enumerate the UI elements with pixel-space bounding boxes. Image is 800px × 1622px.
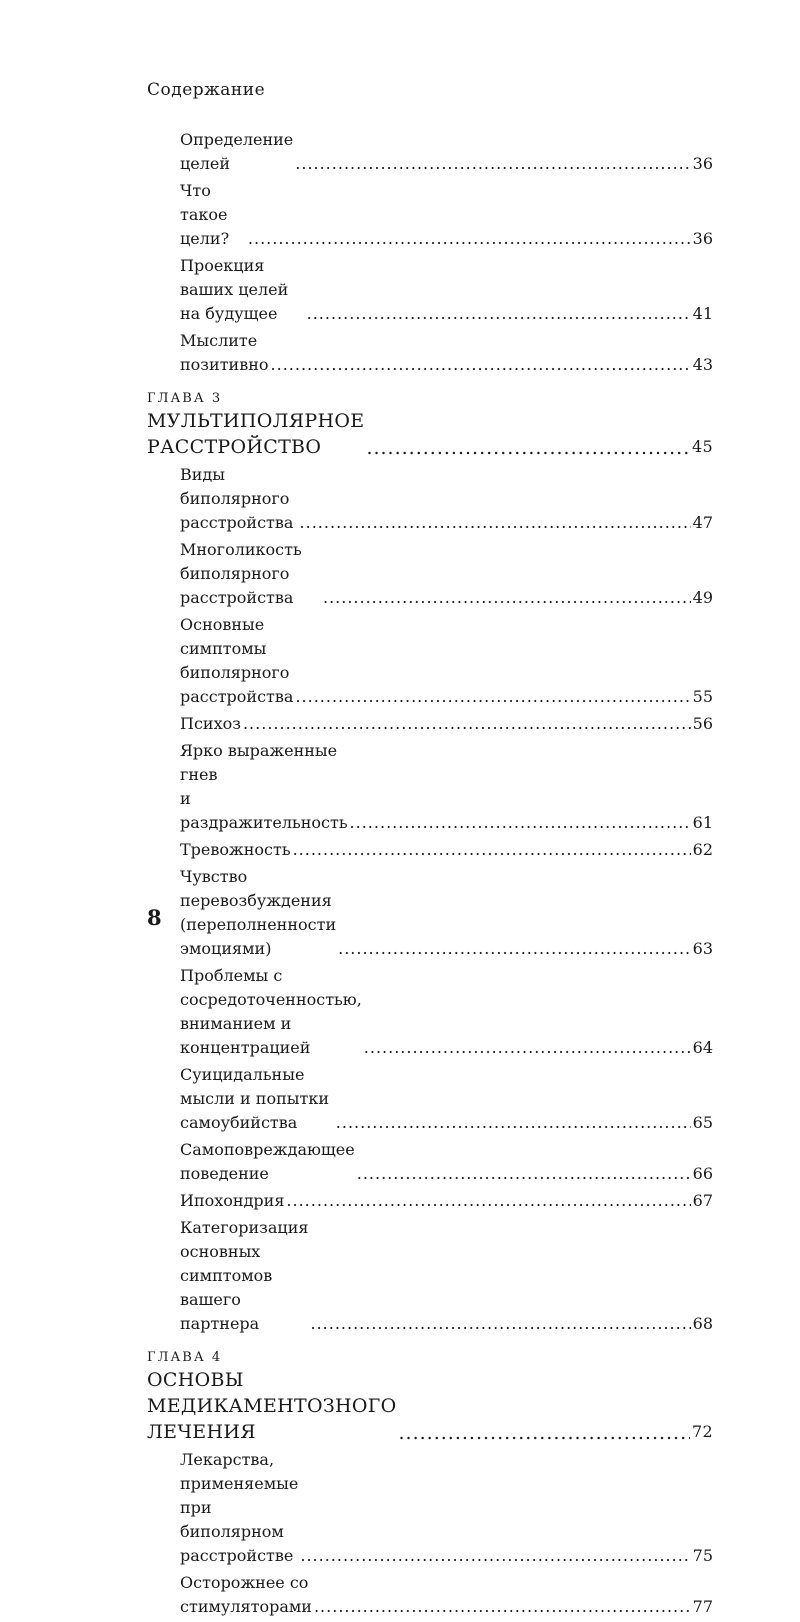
toc-entry-page-number: 36 [692,229,713,248]
toc-entry-page-number: 77 [692,1597,713,1616]
toc-entry-title: Многоликость биполярного расстройства [180,540,302,607]
toc-entry-title: Что такое цели? [180,181,230,248]
toc-entry [180,1216,713,1336]
toc-entry-title: Виды биполярного расстройства [180,465,294,532]
dot-leader [295,685,690,709]
toc-entry-page-number: 55 [692,687,713,706]
running-head: Содержание [147,80,266,100]
toc-entry-page-number: 63 [692,939,713,958]
chapter-title-entry [147,408,713,460]
toc-entry [180,838,713,862]
dot-leader [300,511,691,535]
dot-leader [338,937,691,961]
toc-entry-page-number: 41 [692,304,713,323]
dot-leader [314,1595,691,1619]
dot-leader [399,1421,691,1445]
dot-leader [310,1312,690,1336]
toc-entry-page-number: 56 [692,714,713,733]
dot-leader [336,1111,691,1135]
toc-entry-page-number: 43 [692,355,713,374]
chapter-page-number: 72 [692,1422,713,1441]
dot-leader [248,227,691,251]
toc-entry-page-number: 68 [692,1314,713,1333]
dot-leader [293,838,691,862]
dot-leader [307,302,691,326]
dot-leader [295,152,690,176]
toc-entry-title: Основные симптомы биполярного расстройства [180,615,294,706]
chapter-title: ОСНОВЫ МЕДИКАМЕНТОЗНОГО ЛЕЧЕНИЯ [147,1369,397,1443]
toc-entry-title: Определение целей [180,130,294,173]
toc-entry-page-number: 47 [692,513,713,532]
toc-entry [180,329,713,377]
dot-leader [300,1544,690,1568]
toc-entry-title: Ярко выраженные гнев и раздражительность [180,741,348,832]
chapter-page-number: 45 [692,437,713,456]
toc-entry-title: Категоризация основных симптомов вашего партнера [180,1218,309,1333]
toc-entry [180,538,713,610]
table-of-contents [147,128,713,1622]
dot-leader [350,811,691,835]
chapter-title-entry [147,1367,713,1445]
toc-entry [180,1138,713,1186]
toc-entry-page-number: 62 [692,840,713,859]
chapter-label: ГЛАВА 3 [147,391,223,406]
toc-entry-title: Самоповреждающее поведение [180,1140,355,1183]
toc-entry [180,179,713,251]
toc-entry [180,1571,713,1619]
toc-entry-page-number: 75 [692,1546,713,1565]
toc-entry-page-number: 65 [692,1113,713,1132]
toc-entry-page-number: 61 [692,813,713,832]
toc-entry-title: Проблемы с сосредоточенностью, вниманием и концентрацией [180,966,362,1057]
toc-entry [180,739,713,835]
toc-entry [180,254,713,326]
toc-entry [180,128,713,176]
toc-entry [180,463,713,535]
toc-entry-title: Чувство перевозбуждения (переполненности эмоциями) [180,867,337,958]
dot-leader [243,712,691,736]
toc-entry-title: Мыслите позитивно [180,331,269,374]
toc-entry-title: Лекарства, применяемые при биполярном расстройстве [180,1450,299,1565]
toc-entry-title: Тревожность [180,840,291,859]
toc-entry [180,865,713,961]
toc-entry [180,712,713,736]
toc-entry-page-number: 67 [692,1191,713,1210]
page-number: 8 [147,905,162,930]
dot-leader [366,436,690,460]
dot-leader [323,586,691,610]
dot-leader [364,1036,691,1060]
toc-entry-title: Психоз [180,714,241,733]
dot-leader [357,1162,691,1186]
toc-entry [180,1448,713,1568]
dot-leader [271,353,691,377]
dot-leader [286,1189,690,1213]
toc-entry-page-number: 49 [692,588,713,607]
chapter-label: ГЛАВА 4 [147,1350,223,1365]
toc-entry-title: Осторожнее со стимуляторами [180,1573,312,1616]
toc-entry-title: Суицидальные мысли и попытки самоубийства [180,1065,330,1132]
toc-entry [180,964,713,1060]
toc-entry-title: Ипохондрия [180,1191,285,1210]
toc-entry [180,1189,713,1213]
toc-entry-title: Проекция ваших целей на будущее [180,256,289,323]
toc-entry [180,1063,713,1135]
toc-entry [180,613,713,709]
toc-entry-page-number: 36 [692,154,713,173]
chapter-title: МУЛЬТИПОЛЯРНОЕ РАССТРОЙСТВО [147,410,365,458]
toc-entry-page-number: 64 [692,1038,713,1057]
toc-entry-page-number: 66 [692,1164,713,1183]
